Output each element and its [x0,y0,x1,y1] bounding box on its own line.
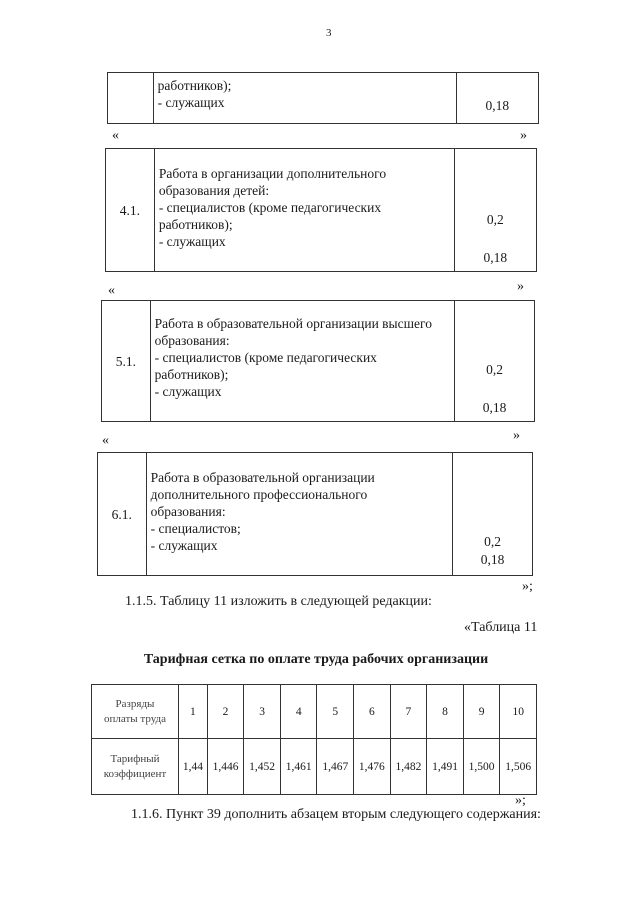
paragraph-1-1-5: 1.1.5. Таблицу 11 изложить в следующей редакции: [125,594,432,609]
end-quote-mark: »; [515,793,526,808]
text-line: - специалистов (кроме педагогических [154,350,377,365]
text-line: Работа в образовательной организации высшего [154,316,432,331]
description-cell [150,301,454,422]
grade-cell: 5 [317,685,354,739]
open-quote: « [108,283,115,298]
tariff-table-title: Тарифная сетка по оплате труда рабочих организации [143,652,489,667]
description-cell [146,453,452,576]
text-line: образования: [154,333,230,348]
text-line: - специалистов (кроме педагогических [158,200,382,215]
coefficient-cell: 1,506 [500,739,537,795]
text-line: дополнительного профессионального [150,487,368,502]
coefficient-row-label: Тарифный коэффициент [92,739,179,795]
paragraph-1-1-6: 1.1.6. Пункт 39 дополнить абзацем вторым следующего содержания: [131,807,541,822]
coefficient-value: 0,18 [480,552,505,567]
text-line: Работа в образовательной организации [150,470,375,485]
grade-cell: 4 [280,685,317,739]
page-number: 3 [326,27,332,39]
text-line: - служащих [157,95,225,110]
coefficient-value: 0,2 [484,534,501,549]
grade-cell: 10 [500,685,537,739]
number-cell: 4.1. [106,149,155,272]
close-quote: » [520,128,527,143]
text-line: образования: [150,504,226,519]
grades-row-label: Разряды оплаты труда [92,685,179,739]
number-cell: 6.1. [98,453,147,576]
table-block-6-1 [97,452,533,576]
coefficient-value: 0,18 [482,400,507,415]
value-cell [453,453,533,576]
grade-cell: 6 [354,685,391,739]
coefficient-cell: 1,482 [390,739,427,795]
grade-cell: 3 [244,685,281,739]
table-block-continuation [107,72,539,124]
text-line: - специалистов; [150,521,241,536]
text-line: - служащих [158,234,226,249]
text-line: - служащих [154,384,222,399]
close-quote: » [513,428,520,443]
coefficient-cell: 1,476 [354,739,391,795]
coefficient-cell: 1,446 [207,739,244,795]
coefficient-value: 0,2 [486,362,503,377]
text-line: Работа в организации дополнительного [158,166,387,181]
text-line: работников); [157,78,232,93]
value-cell [455,301,535,422]
coefficient-cell: 1,44 [179,739,208,795]
coefficient-cell: 1,452 [244,739,281,795]
grade-cell: 1 [179,685,208,739]
tariff-table [91,684,537,795]
description-cell [153,73,456,124]
coefficient-cell: 1,500 [463,739,500,795]
coefficient-value: 0,2 [486,212,504,227]
number-cell [108,73,154,124]
value-cell [456,73,538,124]
grade-cell: 7 [390,685,427,739]
coefficient-cell: 1,467 [317,739,354,795]
grade-cell: 8 [427,685,464,739]
open-quote: « [102,433,109,448]
open-quote: « [112,128,119,143]
close-quote: » [517,279,524,294]
value-cell [454,149,536,272]
text-line: образования детей: [158,183,270,198]
grade-cell: 2 [207,685,244,739]
coefficient-value: 0,18 [483,250,508,265]
text-line: - служащих [150,538,218,553]
table-block-4-1 [105,148,537,272]
coefficient-cell: 1,461 [280,739,317,795]
text-line: работников); [158,217,233,232]
coefficient-cell: 1,491 [427,739,464,795]
coefficient-value: 0,18 [485,98,510,113]
end-quote-mark: »; [522,579,533,594]
description-cell [154,149,454,272]
text-line: работников); [154,367,229,382]
number-cell: 5.1. [102,301,151,422]
grade-cell: 9 [463,685,500,739]
table-block-5-1 [101,300,535,422]
table-label: «Таблица 11 [464,620,538,635]
